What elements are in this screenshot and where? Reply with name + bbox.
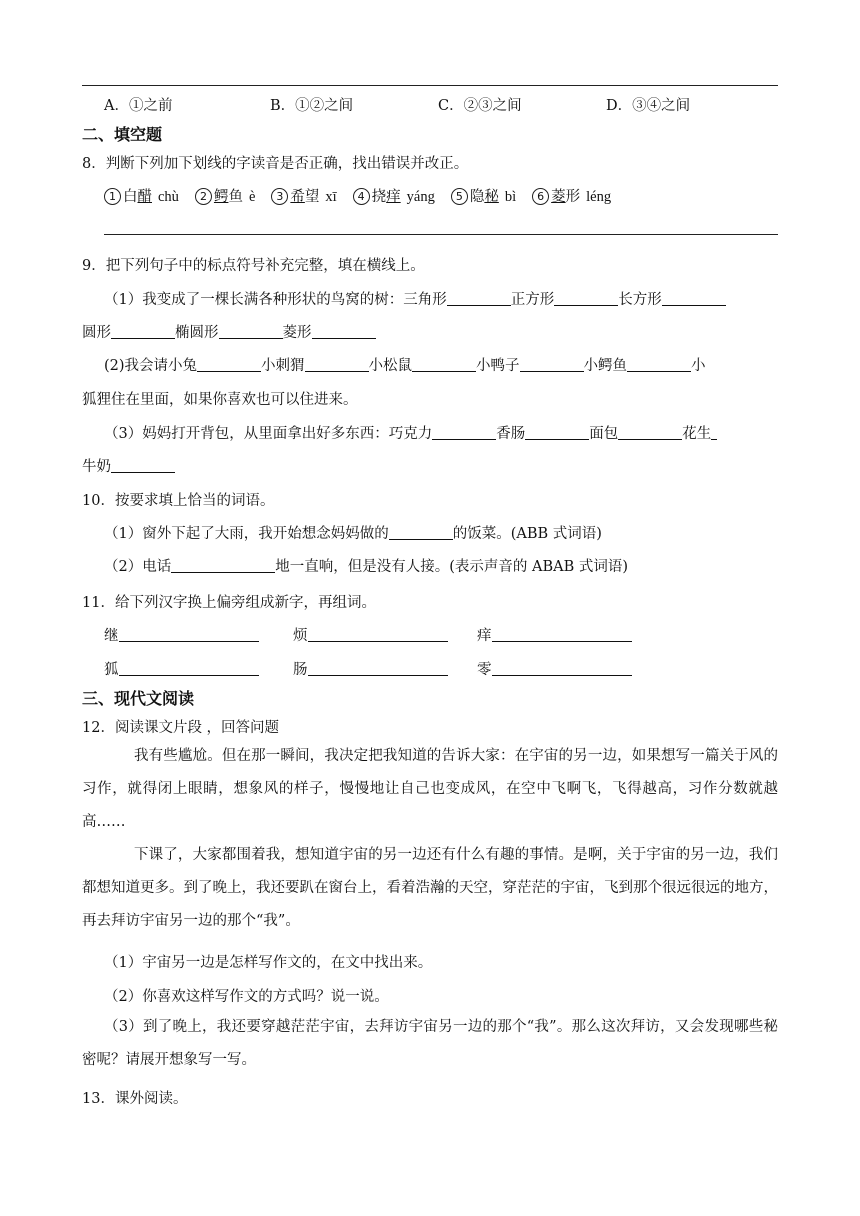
blank[interactable] [492, 627, 632, 642]
blank[interactable] [171, 558, 275, 573]
blank[interactable] [389, 525, 453, 540]
pinyin: yáng [406, 189, 435, 205]
q11-char: 狐 [104, 658, 259, 679]
blank[interactable] [111, 458, 175, 473]
q9-sentence-1-cont: 圆形 椭圆形 菱形 [82, 321, 376, 342]
blank[interactable] [312, 324, 376, 339]
q9-sentence-3: （3）妈妈打开背包，从里面拿出好多东西：巧克力 香肠 面包 花生 [104, 422, 717, 443]
blank[interactable] [119, 627, 259, 642]
blank[interactable] [119, 661, 259, 676]
underlined-char: 希 [290, 189, 305, 205]
circled-number: 2 [195, 188, 212, 205]
blank[interactable] [412, 357, 476, 372]
blank[interactable] [525, 425, 589, 440]
q9-sentence-2-cont: 狐狸住在里面，如果你喜欢也可以住进来。 [82, 392, 358, 408]
pinyin: bì [504, 189, 517, 205]
q10-stem: 10．按要求填上恰当的词语。 [82, 493, 275, 509]
q8-stem: 8．判断下列加下划线的字读音是否正确，找出错误并改正。 [82, 156, 469, 172]
blank[interactable] [447, 291, 511, 306]
circled-number: 6 [532, 188, 549, 205]
pinyin: xī [325, 189, 337, 205]
q12-stem: 12．阅读课文片段 ，回答问题 [82, 720, 280, 736]
q8-answer-line [104, 234, 778, 235]
blank[interactable] [432, 425, 496, 440]
circled-number: 4 [353, 188, 370, 205]
q8-item: 4 挠痒 yáng [353, 189, 451, 205]
blank[interactable] [308, 661, 448, 676]
underlined-char: 鳄 [213, 189, 229, 205]
underlined-char: 醋 [137, 189, 152, 205]
q11-char: 痒 [477, 624, 632, 645]
q12-question-1: （1）宇宙另一边是怎样写作文的，在文中找出来。 [104, 955, 433, 971]
blank[interactable] [520, 357, 584, 372]
blank[interactable] [219, 324, 283, 339]
option-c: C．②③之间 [438, 98, 522, 114]
q8-item: 2 鳄鱼 è [195, 189, 271, 205]
q11-char: 烦 [293, 624, 448, 645]
circled-number: 1 [104, 188, 121, 205]
q9-sentence-1: （1）我变成了一棵长满各种形状的鸟窝的树：三角形 正方形 长方形 [104, 288, 726, 309]
blank[interactable] [111, 324, 175, 339]
q11-char: 继 [104, 624, 259, 645]
q11-char: 肠 [293, 658, 448, 679]
q8-item: 5 隐秘 bì [451, 189, 532, 205]
q8-items [104, 185, 627, 206]
underlined-char: 秘 [484, 189, 499, 205]
blank[interactable] [305, 357, 369, 372]
q9-stem: 9．把下列句子中的标点符号补充完整，填在横线上。 [82, 258, 425, 274]
blank[interactable] [662, 291, 726, 306]
q12-question-2: （2）你喜欢这样写作文的方式吗？说一说。 [104, 989, 389, 1005]
q9-sentence-3-cont: 牛奶 [82, 455, 175, 476]
q12-passage-1: 我有些尴尬。但在那一瞬间，我决定把我知道的告诉大家：在宇宙的另一边，如果想写一篇关于风的习作，就得闭上眼睛，想象风的样子，慢慢地让自己也变成风，在空中飞啊飞，飞得越高，习作分数就越高…… [82, 748, 778, 830]
q12-question-3: （3）到了晚上，我还要穿越茫茫宇宙，去拜访宇宙另一边的那个“我”。那么这次拜访，又会发现哪些秘密呢？请展开想象写一写。 [82, 1019, 778, 1068]
q8-item: 1 白醋 chù [104, 189, 195, 205]
q10-sentence-1: （1）窗外下起了大雨，我开始想念妈妈做的 的饭菜。(ABB 式词语) [104, 526, 602, 542]
underlined-char: 痒 [386, 189, 401, 205]
circled-number: 3 [271, 188, 288, 205]
q11-stem: 11．给下列汉字换上偏旁组成新字，再组词。 [82, 595, 376, 611]
q8-item: 3 希望 xī [271, 189, 352, 205]
q10-sentence-2: （2）电话 地一直响，但是没有人接。(表示声音的 ABAB 式词语) [104, 559, 629, 575]
pinyin: è [248, 189, 256, 205]
section-title-reading: 三、现代文阅读 [82, 689, 195, 708]
blank[interactable] [711, 425, 717, 440]
blank[interactable] [492, 661, 632, 676]
underlined-char: 菱 [551, 189, 566, 205]
circled-number: 5 [451, 188, 468, 205]
q13-stem: 13．课外阅读。 [82, 1091, 188, 1107]
blank[interactable] [627, 357, 691, 372]
option-b: B．①②之间 [270, 98, 354, 114]
pinyin: léng [586, 189, 612, 205]
blank[interactable] [197, 357, 261, 372]
q8-item: 6 菱形 léng [532, 189, 627, 205]
q11-char: 零 [477, 658, 632, 679]
q12-passage-2: 下课了，大家都围着我，想知道宇宙的另一边还有什么有趣的事情。是啊，关于宇宙的另一边，我们都想知道更多。到了晚上，我还要趴在窗台上，看着浩瀚的天空，穿茫茫的宇宙，飞到那个很远很远的地方，再去拜访宇宙另一边的那个“我”。 [82, 847, 778, 929]
blank[interactable] [554, 291, 618, 306]
section-title-fill-blank: 二、填空题 [82, 125, 163, 144]
option-d: D．③④之间 [606, 98, 691, 114]
blank[interactable] [618, 425, 682, 440]
option-a: A．①之前 [104, 98, 173, 114]
blank[interactable] [308, 627, 448, 642]
q9-sentence-2: (2)我会请小兔 小刺猬 小松鼠 小鸭子 小鳄鱼 小 [104, 358, 706, 374]
pinyin: chù [158, 189, 179, 205]
top-rule [82, 85, 778, 86]
